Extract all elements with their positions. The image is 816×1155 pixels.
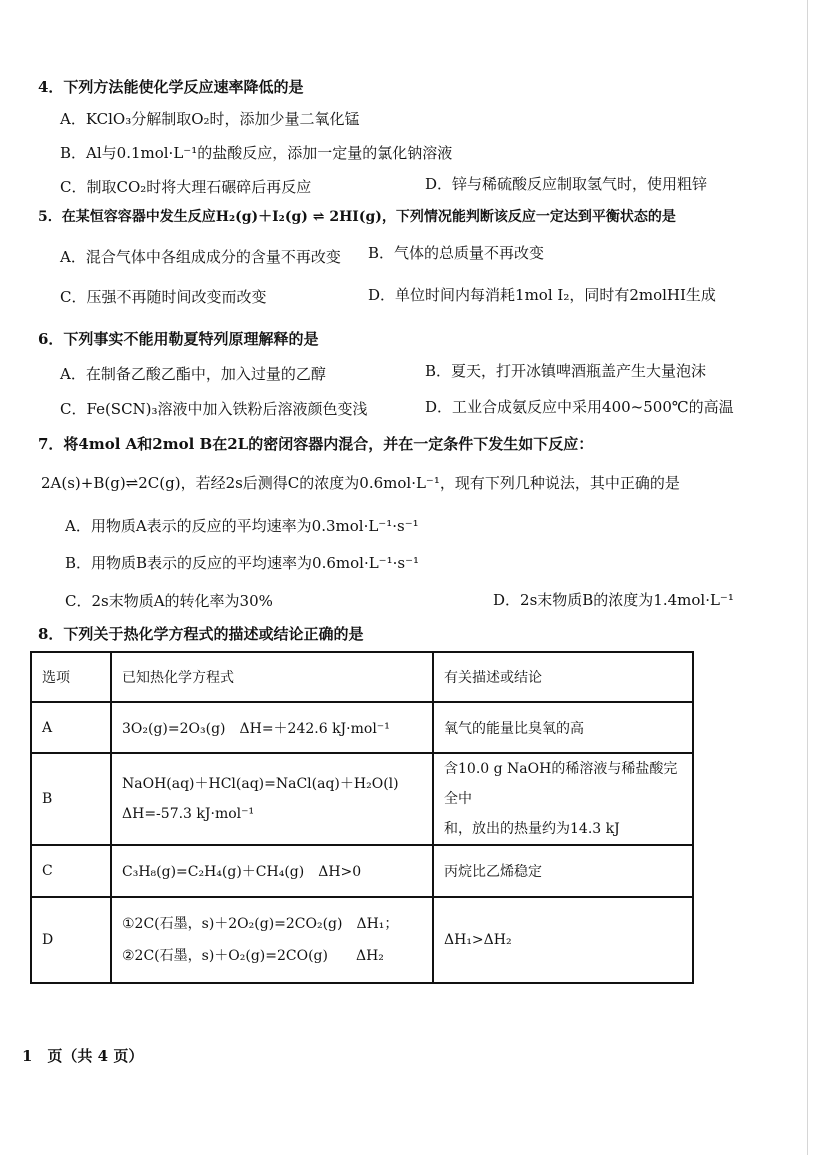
equation-line: NaOH(aq)＋HCl(aq)=NaCl(aq)＋H₂O(l)	[122, 776, 399, 792]
q6-option-b: B．夏天，打开冰镇啤酒瓶盖产生大量泡沫	[425, 362, 707, 380]
thermo-table	[30, 651, 694, 984]
equation-line: ②2C(石墨，s)＋O₂(g)=2CO(g) ΔH₂	[122, 948, 384, 964]
table-header-row	[31, 652, 693, 702]
row-conclusion: 氧气的能量比臭氧的高	[433, 702, 693, 753]
q6-stem: 6．下列事实不能用勒夏特列原理解释的是	[38, 330, 319, 348]
table-row	[31, 845, 693, 897]
q5-option-b: B．气体的总质量不再改变	[368, 244, 545, 262]
page-footer: 1 页（共 4 页）	[22, 1047, 144, 1065]
row-option: A	[31, 702, 111, 753]
row-equation	[111, 897, 433, 983]
page-edge	[807, 0, 808, 1155]
q7-option-c: C．2s末物质A的转化率为30%	[65, 592, 273, 610]
row-conclusion: 丙烷比乙烯稳定	[433, 845, 693, 897]
row-option: D	[31, 897, 111, 983]
table-row	[31, 897, 693, 983]
conclusion-line: 和，放出的热量约为14.3 kJ	[444, 821, 620, 837]
q5-stem: 5．在某恒容容器中发生反应H₂(g)＋I₂(g) ⇌ 2HI(g)，下列情况能判断该反应一定达到平衡状态的是	[38, 209, 676, 225]
q6-option-c: C．Fe(SCN)₃溶液中加入铁粉后溶液颜色变浅	[60, 400, 368, 418]
q5-option-a: A．混合气体中各组成成分的含量不再改变	[60, 248, 341, 266]
table-row	[31, 753, 693, 845]
row-conclusion: ΔH₁>ΔH₂	[433, 897, 693, 983]
row-equation	[111, 753, 433, 845]
row-equation: 3O₂(g)=2O₃(g) ΔH=＋242.6 kJ·mol⁻¹	[111, 702, 433, 753]
equation-line: ①2C(石墨，s)＋2O₂(g)=2CO₂(g) ΔH₁；	[122, 916, 399, 932]
q4-option-b: B．Al与0.1mol·L⁻¹的盐酸反应，添加一定量的氯化钠溶液	[60, 144, 453, 162]
q7-stem-equation: 2A(s)+B(g)⇌2C(g)，若经2s后测得C的浓度为0.6mol·L⁻¹，现有下列几种说法，其中正确的是	[41, 474, 680, 492]
q4-option-c: C．制取CO₂时将大理石碾碎后再反应	[60, 178, 312, 196]
q4-option-a: A．KClO₃分解制取O₂时，添加少量二氧化锰	[60, 110, 360, 128]
row-conclusion	[433, 753, 693, 845]
q4-option-d: D．锌与稀硫酸反应制取氢气时，使用粗锌	[425, 175, 708, 193]
q7-option-d: D．2s末物质B的浓度为1.4mol·L⁻¹	[493, 591, 734, 609]
q6-option-a: A．在制备乙酸乙酯中，加入过量的乙醇	[60, 365, 326, 383]
q5-option-d: D．单位时间内每消耗1mol I₂，同时有2molHI生成	[368, 286, 716, 304]
q8-stem: 8．下列关于热化学方程式的描述或结论正确的是	[38, 625, 364, 643]
table-row	[31, 702, 693, 753]
equation-line: ΔH=-57.3 kJ·mol⁻¹	[122, 806, 255, 822]
header-equation: 已知热化学方程式	[111, 652, 433, 702]
q7-stem: 7．将4mol A和2mol B在2L的密闭容器内混合，并在一定条件下发生如下反应：	[38, 435, 594, 453]
row-option: B	[31, 753, 111, 845]
q7-option-b: B．用物质B表示的反应的平均速率为0.6mol·L⁻¹·s⁻¹	[65, 554, 420, 572]
q4-stem: 4．下列方法能使化学反应速率降低的是	[38, 78, 304, 96]
conclusion-line: 含10.0 g NaOH的稀溶液与稀盐酸完全中	[444, 761, 678, 807]
row-equation: C₃H₈(g)=C₂H₄(g)＋CH₄(g) ΔH>0	[111, 845, 433, 897]
q5-option-c: C．压强不再随时间改变而改变	[60, 288, 267, 306]
row-option: C	[31, 845, 111, 897]
q6-option-d: D．工业合成氨反应中采用400~500℃的高温	[425, 398, 734, 416]
header-conclusion: 有关描述或结论	[433, 652, 693, 702]
header-option: 选项	[31, 652, 111, 702]
q7-option-a: A．用物质A表示的反应的平均速率为0.3mol·L⁻¹·s⁻¹	[65, 517, 419, 535]
